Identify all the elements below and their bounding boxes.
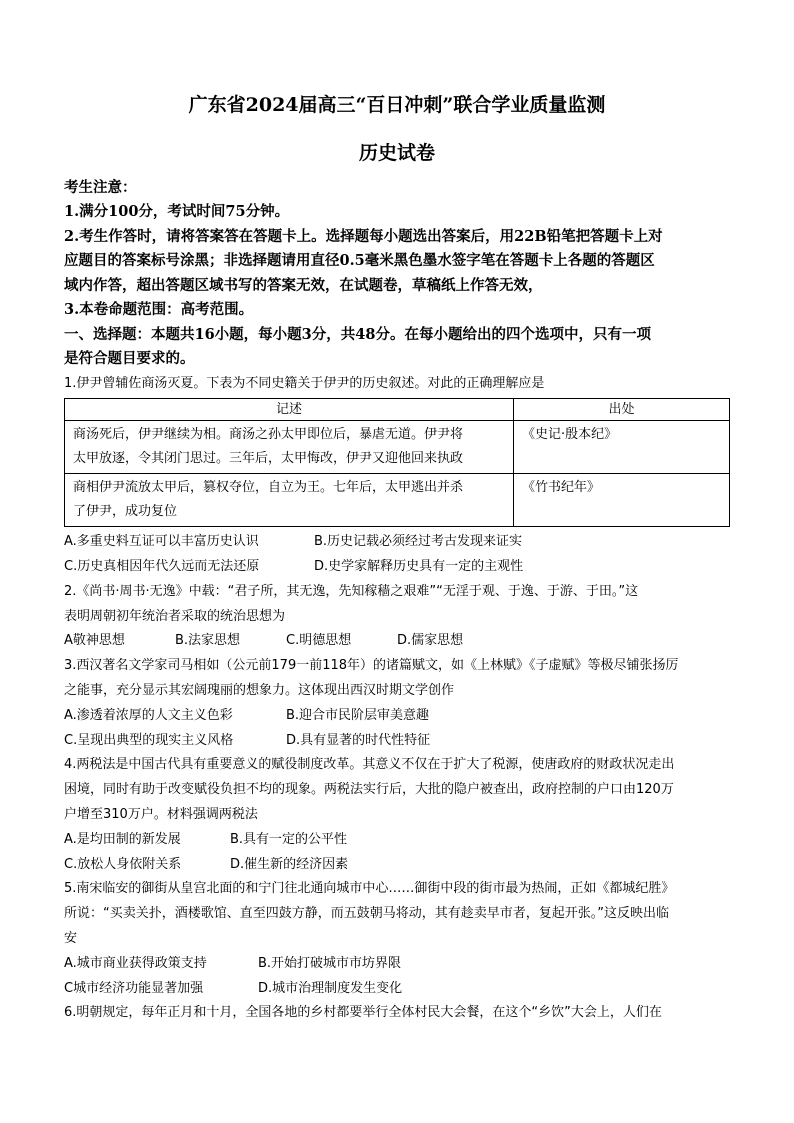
option-b: B.具有一定的公平性 xyxy=(230,831,348,847)
option-a: A.多重史料互证可以丰富历史认识 xyxy=(64,534,259,550)
option-d: D.史学家解释历史具有一定的主观性 xyxy=(314,559,524,575)
table-cell-source: 《史记·殷本纪》 xyxy=(514,421,730,474)
question-3-options-row xyxy=(64,729,730,754)
option-c: C.明德思想 xyxy=(286,633,352,649)
question-1-options-row xyxy=(64,530,730,555)
question-3-options-row xyxy=(64,704,730,729)
option-c: C城市经济功能显著加强 xyxy=(64,980,204,996)
option-a: A.渗透着浓厚的人文主义色彩 xyxy=(64,707,233,723)
table-row xyxy=(65,474,730,527)
question-4-stem: 困境，同时有助于改变赋役负担不均的现象。两税法实行后，大批的隐户被查出，政府控制的户口由120万 xyxy=(64,782,674,798)
page-subtitle: 历史试卷 xyxy=(358,142,435,164)
section-heading: 是符合题目要求的。 xyxy=(64,350,195,367)
table-row xyxy=(65,421,730,474)
question-3-stem: 之能事，充分显示其宏阔瑰丽的想象力。这体现出西汉时期文学创作 xyxy=(64,683,455,699)
table-cell-record xyxy=(65,474,514,527)
option-d: D.儒家思想 xyxy=(397,633,464,649)
question-1-options-row xyxy=(64,555,730,580)
notice-item: 域内作答，超出答题区域书写的答案无效，在试题卷，草稿纸上作答无效， xyxy=(64,276,543,294)
page-title: 广东省2024届高三“百日冲刺”联合学业质量监测 xyxy=(188,94,606,116)
question-5-stem: 安 xyxy=(64,931,78,947)
option-a: A.是均田制的新发展 xyxy=(64,831,181,847)
notice-item: 2.考生作答时，请将答案答在答题卡上。选择题每小题选出答案后，用22B铅笔把答题卡上对 xyxy=(64,227,663,245)
question-4-options-row xyxy=(64,853,730,878)
option-d: D.具有显著的时代性特征 xyxy=(286,732,431,748)
option-d: D.城市治理制度发生变化 xyxy=(258,980,403,996)
record-line: 了伊尹，成功复位 xyxy=(73,504,178,520)
exam-page xyxy=(64,92,730,1026)
option-c: C.历史真相因年代久远而无法还原 xyxy=(64,559,260,575)
question-4-stem: 4.两税法是中国古代具有重要意义的赋役制度改革。其意义不仅在于扩大了税源，使唐政府的财政状况走出 xyxy=(64,757,675,773)
notice-heading: 考生注意： xyxy=(64,179,137,196)
question-2-stem: 2.《尚书·周书·无逸》中载：“君子所，其无逸，先知稼穑之艰难”“无淫于观、于逸、于游、于田。”这 xyxy=(64,583,639,599)
question-2-stem: 表明周朝初年统治者采取的统治思想为 xyxy=(64,608,286,624)
option-b: B.迎合市民阶层审美意趣 xyxy=(286,707,430,723)
option-b: B.历史记载必须经过考古发现来证实 xyxy=(314,534,523,550)
record-line: 商相伊尹流放太甲后，篡权夺位，自立为王。七年后，太甲逃出并杀 xyxy=(73,480,464,496)
record-line: 商汤死后，伊尹继续为相。商汤之孙太甲即位后，暴虐无道。伊尹将 xyxy=(73,427,464,443)
question-1-table xyxy=(64,398,730,527)
question-3-stem: 3.西汉著名文学家司马相如（公元前179一前118年）的诸篇赋文，如《上林赋》《子虚赋》等极尽铺张扬厉 xyxy=(64,658,679,674)
option-b: B.开始打破城市市坊界限 xyxy=(258,955,402,971)
question-1-stem: 1.伊尹曾辅佐商汤灭夏。下表为不同史籍关于伊尹的历史叙述。对此的正确理解应是 xyxy=(64,375,545,391)
question-6-stem: 6.明朝规定，每年正月和十月，全国各地的乡村都要举行全体村民大会餐，在这个“乡饮”大会上，人们在 xyxy=(64,1005,662,1021)
option-d: D.催生新的经济因素 xyxy=(230,856,349,872)
option-a: A.城市商业获得政策支持 xyxy=(64,955,207,971)
option-a: A敬神思想 xyxy=(64,633,125,649)
question-4-options-row xyxy=(64,828,730,853)
notice-item: 应题目的答案标号涂黑；非选择题请用直径0.5毫米黑色墨水签字笔在答题卡上各题的答题区 xyxy=(64,252,655,269)
question-5-options-row xyxy=(64,952,730,977)
question-4-stem: 户增至310万户。材料强调两税法 xyxy=(64,807,258,823)
notice-item: 3.本卷命题范围：高考范围。 xyxy=(64,301,254,318)
option-b: B.法家思想 xyxy=(175,633,241,649)
table-cell-record xyxy=(65,421,514,474)
table-header-source: 出处 xyxy=(514,399,730,421)
question-2-options-row xyxy=(64,629,730,654)
record-line: 太甲放逐，令其闭门思过。三年后，太甲悔改，伊尹又迎他回来执政 xyxy=(73,451,464,467)
notice-item: 1.满分100分，考试时间75分钟。 xyxy=(64,203,290,220)
question-5-stem: 5.南宋临安的御街从皇宫北面的和宁门往北通向城市中心……御街中段的街市最为热闹，正如《都城纪胜》 xyxy=(64,881,675,897)
question-5-stem: 所说：“买卖关扑，酒楼歌馆、直至四鼓方静，而五鼓朝马将动，其有趁卖早市者，复起开张。”这反映出临 xyxy=(64,906,669,922)
option-c: C.放松人身依附关系 xyxy=(64,856,182,872)
table-cell-source: 《竹书纪年》 xyxy=(514,474,730,527)
question-5-options-row xyxy=(64,977,730,1002)
option-c: C.呈现出典型的现实主义风格 xyxy=(64,732,234,748)
table-header-record: 记述 xyxy=(65,399,514,421)
table-header-row xyxy=(65,399,730,421)
section-heading: 一、选择题：本题共16小题，每小题3分，共48分。在每小题给出的四个选项中，只有一项 xyxy=(64,325,651,343)
